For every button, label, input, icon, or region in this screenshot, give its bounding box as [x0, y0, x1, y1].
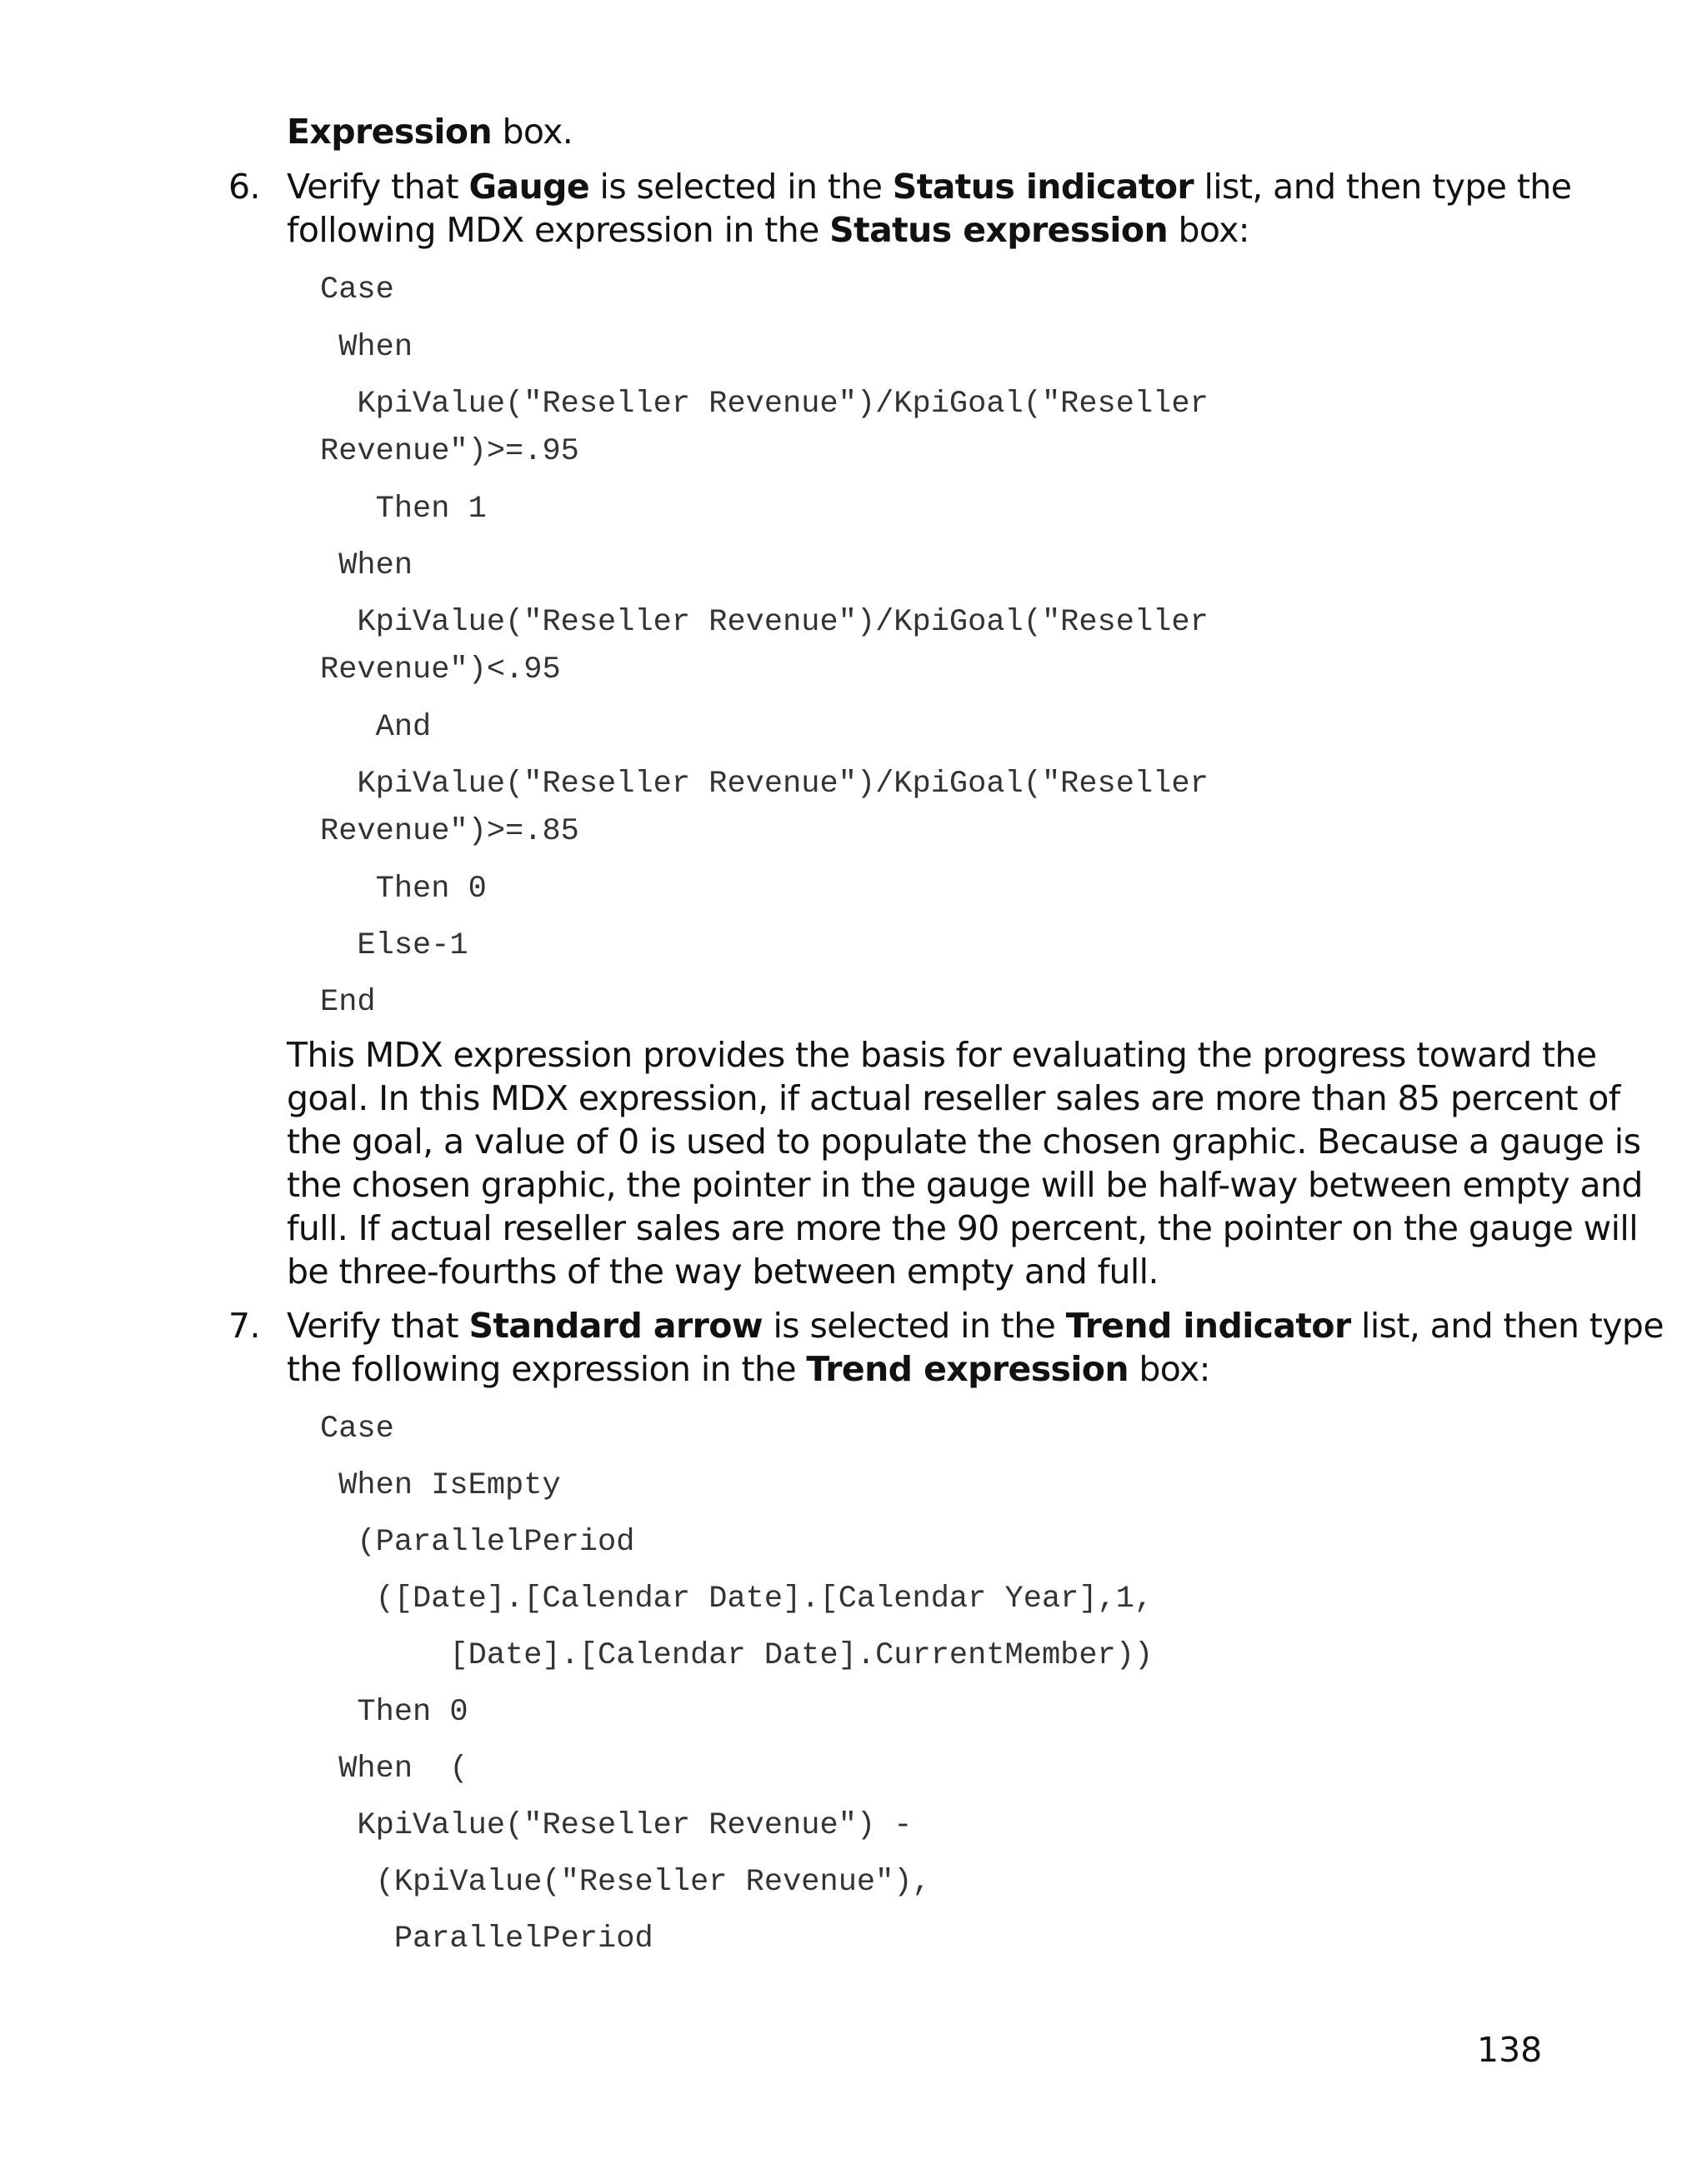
explanation-line: goal. In this MDX expression, if actual reseller sales are more than 85 percent of	[287, 1078, 1620, 1118]
step7-l1-t2: is selected in the	[763, 1306, 1066, 1346]
code-line: KpiValue("Reseller Revenue")/KpiGoal("Reseller	[320, 387, 1209, 422]
step6-l1-b2: Status indicator	[892, 167, 1194, 207]
step7-line1	[287, 1304, 1664, 1347]
code-line: KpiValue("Reseller Revenue")/KpiGoal("Reseller	[320, 767, 1209, 802]
step6-line2	[287, 208, 1249, 252]
step7-l1-t1: Verify that	[287, 1306, 469, 1346]
step7-l1-b1: Standard arrow	[468, 1306, 763, 1346]
code-line: KpiValue("Reseller Revenue")/KpiGoal("Reseller	[320, 605, 1209, 640]
step6-l2-b1: Status expression	[829, 210, 1169, 250]
code-line: When	[320, 330, 413, 365]
code-line: Then 0	[320, 872, 487, 907]
step6-l1-t1: Verify that	[287, 167, 469, 207]
code-line: [Date].[Calendar Date].CurrentMember))	[320, 1638, 1154, 1673]
intro-line	[287, 110, 573, 153]
step6-line1	[287, 165, 1571, 208]
code-line: When IsEmpty	[320, 1468, 561, 1503]
step7-l1-b2: Trend indicator	[1065, 1306, 1351, 1346]
code-line: KpiValue("Reseller Revenue") -	[320, 1808, 913, 1843]
step6-l1-t3: list, and then type the	[1194, 167, 1572, 207]
code-line: Revenue")>=.85	[320, 814, 579, 849]
intro-rest: box.	[492, 112, 573, 152]
step7-line2	[287, 1347, 1210, 1391]
code-line: End	[320, 985, 376, 1020]
explanation-line: the goal, a value of 0 is used to populate the chosen graphic. Because a gauge is	[287, 1122, 1641, 1162]
step6-l1-b1: Gauge	[468, 167, 590, 207]
step6-l2-t2: box:	[1168, 210, 1250, 250]
code-line: (ParallelPeriod	[320, 1525, 635, 1560]
code-line: Then 1	[320, 492, 487, 527]
explanation-line: the chosen graphic, the pointer in the gauge will be half-way between empty and	[287, 1165, 1643, 1205]
step7-number: 7.	[228, 1306, 260, 1346]
step7-l1-t3: list, and then type	[1350, 1306, 1664, 1346]
step7-l2-b1: Trend expression	[806, 1349, 1129, 1389]
explanation-line: This MDX expression provides the basis for evaluating the progress toward the	[287, 1035, 1597, 1075]
code-line: And	[320, 710, 432, 745]
step7-l2-t1: the following expression in the	[287, 1349, 807, 1389]
step6-l1-t2: is selected in the	[589, 167, 893, 207]
page-number: 138	[1477, 2030, 1543, 2070]
code-line: ParallelPeriod	[320, 1922, 653, 1957]
code-line: Revenue")<.95	[320, 652, 561, 687]
code-line: Else-1	[320, 928, 468, 963]
step6-l2-t1: following MDX expression in the	[287, 210, 830, 250]
code-line: When (	[320, 1752, 468, 1787]
step6-number: 6.	[228, 167, 260, 207]
code-line: ([Date].[Calendar Date].[Calendar Year],1,	[320, 1582, 1154, 1617]
code-line: Then 0	[320, 1695, 468, 1730]
step7-l2-t2: box:	[1128, 1349, 1210, 1389]
code-line: When	[320, 548, 413, 583]
explanation-line: be three-fourths of the way between empty and full.	[287, 1252, 1159, 1292]
intro-bold: Expression	[287, 112, 493, 152]
code-line: Revenue")>=.95	[320, 434, 579, 469]
code-line: Case	[320, 1412, 394, 1447]
code-line: (KpiValue("Reseller Revenue"),	[320, 1865, 931, 1900]
explanation-line: full. If actual reseller sales are more the 90 percent, the pointer on the gauge will	[287, 1208, 1638, 1248]
code-line: Case	[320, 272, 394, 307]
